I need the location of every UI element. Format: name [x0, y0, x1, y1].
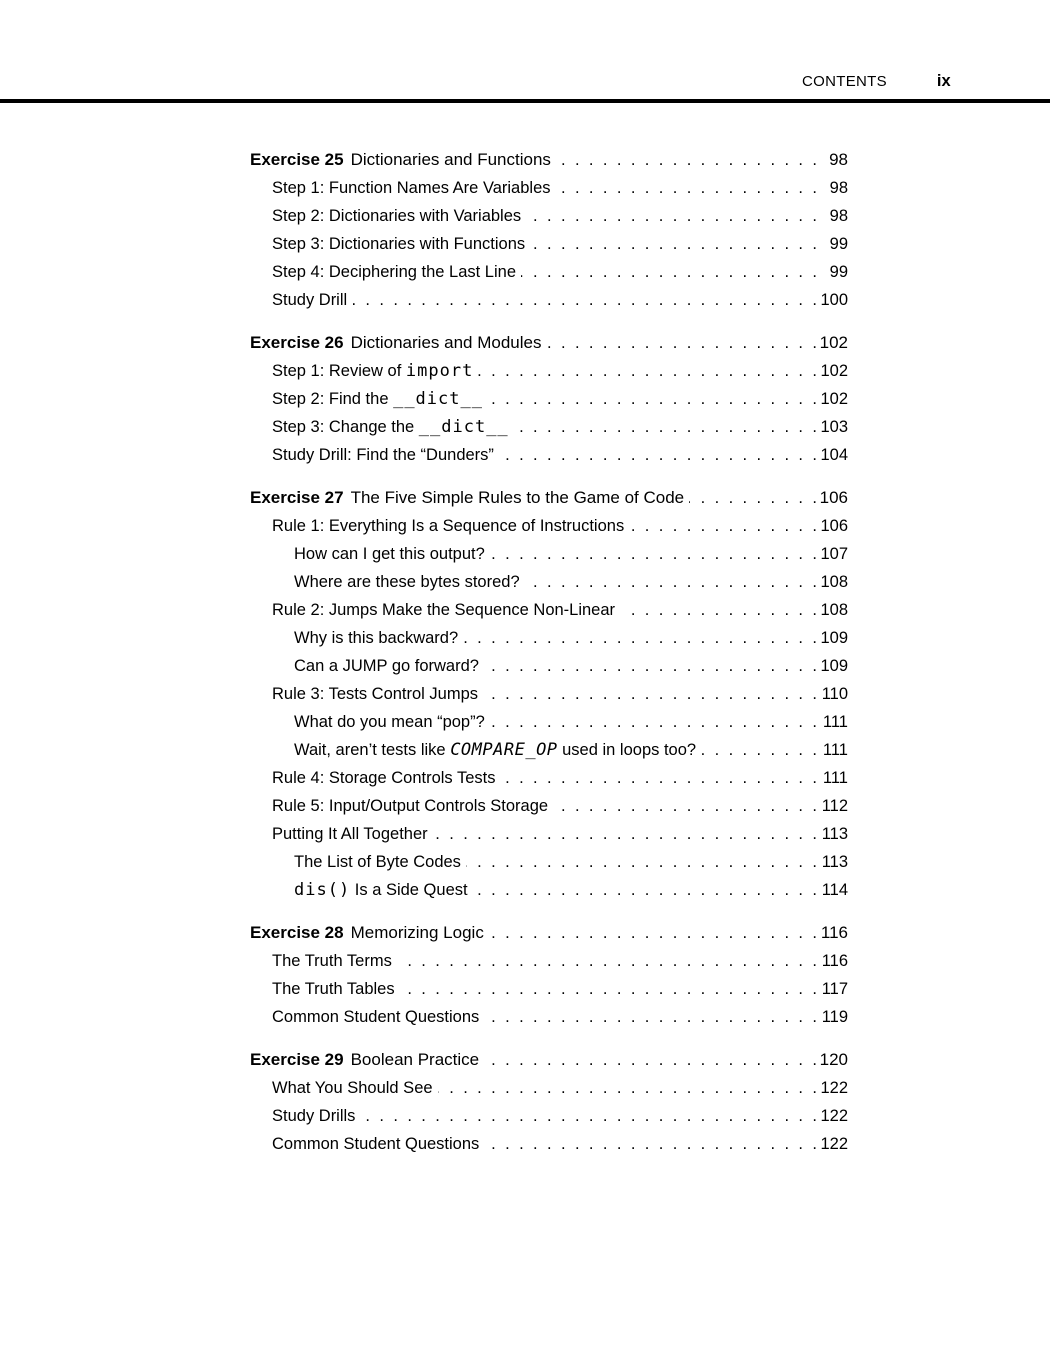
- label-text: Step 1: Function Names Are Variables: [272, 179, 551, 197]
- label-text: Wait, aren’t tests like: [294, 741, 451, 759]
- toc-page-number: 111: [822, 713, 848, 731]
- dot-leader: [500, 764, 817, 792]
- inline-code: import: [405, 361, 474, 381]
- label-text: Rule 5: Input/Output Controls Storage: [272, 797, 549, 815]
- dot-leader-dots: [352, 286, 817, 314]
- dot-leader-dots: [484, 1003, 817, 1031]
- dot-leader: [490, 540, 817, 568]
- toc-page-number: 117: [821, 980, 848, 998]
- toc-page-number: 106: [819, 488, 848, 507]
- label-text: Putting It All Together: [272, 825, 428, 843]
- dot-leader-dots: [689, 484, 817, 512]
- toc-entry-label: [272, 413, 509, 441]
- toc-section: [250, 1046, 848, 1158]
- dot-leader: [553, 792, 817, 820]
- toc-entry-row: [250, 441, 848, 469]
- dot-leader-dots: [629, 512, 817, 540]
- toc-page-number: 98: [829, 150, 848, 169]
- label-text: Where are these bytes stored?: [294, 573, 520, 591]
- toc-entry-row: [250, 947, 848, 975]
- toc-heading-label: [250, 146, 551, 174]
- dot-leader: [620, 596, 817, 624]
- toc-entry-label: [294, 736, 696, 764]
- dot-leader: [490, 708, 817, 736]
- toc-page-number: 104: [820, 446, 848, 464]
- toc-page-number: 116: [820, 923, 848, 942]
- toc-page-number: 102: [820, 390, 848, 408]
- toc-entry-label: [272, 764, 495, 792]
- dot-leader: [556, 146, 817, 174]
- running-head-title: CONTENTS: [802, 73, 887, 90]
- toc: [250, 146, 848, 1158]
- label-text: What do you mean “pop”?: [294, 713, 485, 731]
- label-text: Step 1: Review of: [272, 362, 406, 380]
- toc-entry-label: [272, 230, 525, 258]
- dot-leader-dots: [556, 146, 817, 174]
- toc-entry-label: [294, 848, 461, 876]
- toc-heading-label: [250, 329, 541, 357]
- toc-section: [250, 146, 848, 314]
- label-text: Rule 3: Tests Control Jumps: [272, 685, 479, 703]
- label-text: Rule 1: Everything Is a Sequence of Instructions: [272, 517, 625, 535]
- label-text: Is a Side Quest: [350, 881, 468, 899]
- dot-leader: [484, 1046, 817, 1074]
- toc-page-number: 122: [820, 1079, 848, 1097]
- label-text: The Truth Terms: [272, 952, 392, 970]
- toc-entry-label: [272, 357, 473, 385]
- inline-code: COMPARE_OP: [450, 740, 558, 760]
- dot-leader: [484, 652, 817, 680]
- dot-leader-dots: [490, 540, 817, 568]
- toc-section: [250, 919, 848, 1031]
- toc-page-number: 102: [820, 362, 848, 380]
- toc-entry-row: [250, 975, 848, 1003]
- toc-page-number: 108: [820, 573, 848, 591]
- dot-leader: [352, 286, 817, 314]
- dot-leader: [488, 385, 817, 413]
- dot-leader: [514, 413, 817, 441]
- dot-leader-dots: [400, 975, 817, 1003]
- inline-code: __dict__: [393, 389, 483, 409]
- dot-leader: [629, 512, 817, 540]
- dot-leader-dots: [478, 357, 817, 385]
- toc-entry-row: [250, 1003, 848, 1031]
- exercise-number: Exercise 29: [250, 1050, 344, 1069]
- toc-entry-row: [250, 652, 848, 680]
- toc-entry-row: [250, 1130, 848, 1158]
- toc-page-number: 120: [819, 1050, 848, 1069]
- exercise-number: Exercise 27: [250, 488, 344, 507]
- toc-heading-label: [250, 484, 684, 512]
- dot-leader: [484, 1003, 817, 1031]
- toc-entry-label: [272, 1102, 355, 1130]
- toc-section: [250, 329, 848, 469]
- dot-leader: [525, 568, 817, 596]
- dot-leader-dots: [484, 652, 817, 680]
- toc-entry-row: [250, 624, 848, 652]
- label-text: Common Student Questions: [272, 1008, 480, 1026]
- dot-leader: [473, 876, 817, 904]
- toc-heading-row: [250, 484, 848, 512]
- toc-entry-row: [250, 385, 848, 413]
- dot-leader-dots: [488, 385, 817, 413]
- dot-leader-dots: [433, 820, 817, 848]
- toc-page-number: 116: [821, 952, 848, 970]
- toc-page-number: 102: [819, 333, 848, 352]
- dot-leader: [466, 848, 817, 876]
- toc-entry-label: [294, 540, 485, 568]
- label-text: Step 4: Deciphering the Last Line: [272, 263, 516, 281]
- toc-page-number: 108: [820, 601, 848, 619]
- toc-page-number: 109: [820, 657, 848, 675]
- toc-entry-label: [272, 258, 516, 286]
- toc-entry-row: [250, 202, 848, 230]
- toc-page-number: 119: [821, 1008, 848, 1026]
- dot-leader: [521, 258, 817, 286]
- label-text: Rule 4: Storage Controls Tests: [272, 769, 496, 787]
- dot-leader-dots: [473, 876, 817, 904]
- toc-entry-row: [250, 357, 848, 385]
- label-text: The Truth Tables: [272, 980, 395, 998]
- toc-page-number: 113: [821, 853, 848, 871]
- toc-page-number: 98: [829, 207, 848, 225]
- toc-page-number: 99: [829, 263, 848, 281]
- dot-leader: [478, 357, 817, 385]
- dot-leader-dots: [514, 413, 817, 441]
- label-text: Study Drill: Find the “Dunders”: [272, 446, 494, 464]
- toc-page-number: 109: [820, 629, 848, 647]
- label-text: Dictionaries and Functions: [350, 150, 551, 169]
- label-text: Step 3: Change the: [272, 418, 419, 436]
- dot-leader-dots: [525, 568, 817, 596]
- toc-heading-label: [250, 919, 484, 947]
- dot-leader: [701, 736, 817, 764]
- toc-entry-label: [272, 286, 347, 314]
- toc-entry-row: [250, 1102, 848, 1130]
- exercise-number: Exercise 26: [250, 333, 344, 352]
- toc-page-number: 110: [821, 685, 848, 703]
- toc-heading-row: [250, 1046, 848, 1074]
- dot-leader-dots: [360, 1102, 817, 1130]
- label-text: Common Student Questions: [272, 1135, 480, 1153]
- toc-page-number: 122: [820, 1135, 848, 1153]
- dot-leader: [556, 174, 817, 202]
- toc-page-number: 100: [820, 291, 848, 309]
- label-text: Study Drill: [272, 291, 348, 309]
- inline-code: __dict__: [418, 417, 509, 437]
- toc-entry-row: [250, 596, 848, 624]
- dot-leader-dots: [489, 919, 817, 947]
- toc-page-number: 103: [820, 418, 848, 436]
- toc-entry-label: [272, 975, 395, 1003]
- toc-entry-row: [250, 568, 848, 596]
- label-text: Rule 2: Jumps Make the Sequence Non-Linear: [272, 601, 616, 619]
- toc-page-number: 107: [820, 545, 848, 563]
- dot-leader: [530, 230, 817, 258]
- label-text: The Five Simple Rules to the Game of Code: [350, 488, 685, 507]
- toc-entry-label: [272, 1130, 479, 1158]
- toc-entry-label: [272, 202, 521, 230]
- dot-leader: [438, 1074, 817, 1102]
- dot-leader-dots: [553, 792, 817, 820]
- label-text: Step 2: Dictionaries with Variables: [272, 207, 522, 225]
- dot-leader-dots: [484, 1130, 817, 1158]
- toc-page-number: 114: [821, 881, 848, 899]
- toc-entry-label: [272, 596, 615, 624]
- toc-entry-row: [250, 512, 848, 540]
- toc-entry-row: [250, 876, 848, 904]
- toc-entry-label: [272, 441, 494, 469]
- dot-leader: [433, 820, 817, 848]
- toc-page-number: 122: [820, 1107, 848, 1125]
- dot-leader-dots: [490, 708, 817, 736]
- toc-heading-row: [250, 146, 848, 174]
- inline-code: dis(): [294, 880, 351, 900]
- label-text: Memorizing Logic: [350, 923, 484, 942]
- dot-leader-dots: [438, 1074, 817, 1102]
- dot-leader: [483, 680, 817, 708]
- label-text: Can a JUMP go forward?: [294, 657, 479, 675]
- dot-leader-dots: [521, 258, 817, 286]
- dot-leader: [397, 947, 817, 975]
- toc-entry-row: [250, 413, 848, 441]
- toc-entry-label: [272, 820, 428, 848]
- label-text: Why is this backward?: [294, 629, 459, 647]
- label-text: Step 2: Find the: [272, 390, 394, 408]
- dot-leader: [484, 1130, 817, 1158]
- toc-entry-label: [272, 1074, 433, 1102]
- label-text: The List of Byte Codes: [294, 853, 461, 871]
- toc-section: [250, 484, 848, 904]
- toc-entry-row: [250, 258, 848, 286]
- toc-entry-label: [272, 947, 392, 975]
- toc-entry-label: [272, 680, 478, 708]
- toc-page-number: 99: [829, 235, 848, 253]
- folio-page-number: ix: [936, 72, 951, 90]
- toc-heading-label: [250, 1046, 479, 1074]
- toc-page-number: 106: [820, 517, 848, 535]
- toc-heading-row: [250, 329, 848, 357]
- exercise-number: Exercise 25: [250, 150, 344, 169]
- toc-entry-row: [250, 820, 848, 848]
- toc-entry-label: [272, 1003, 479, 1031]
- toc-entry-label: [272, 174, 551, 202]
- toc-entry-row: [250, 174, 848, 202]
- dot-leader-dots: [499, 441, 817, 469]
- header-rule: [0, 99, 1050, 103]
- toc-entry-label: [272, 512, 624, 540]
- label-text: Step 3: Dictionaries with Functions: [272, 235, 526, 253]
- toc-entry-label: [294, 652, 479, 680]
- dot-leader-dots: [500, 764, 817, 792]
- toc-page-number: 111: [822, 769, 848, 787]
- dot-leader-dots: [546, 329, 817, 357]
- page-header: [802, 73, 951, 90]
- toc-entry-label: [272, 385, 483, 413]
- toc-entry-row: [250, 540, 848, 568]
- dot-leader-dots: [484, 1046, 817, 1074]
- dot-leader-dots: [530, 230, 817, 258]
- dot-leader-dots: [556, 174, 817, 202]
- dot-leader: [463, 624, 817, 652]
- dot-leader: [499, 441, 817, 469]
- dot-leader: [689, 484, 817, 512]
- toc-entry-label: [294, 624, 458, 652]
- toc-entry-row: [250, 230, 848, 258]
- dot-leader-dots: [701, 736, 817, 764]
- toc-entry-label: [294, 876, 468, 904]
- dot-leader: [526, 202, 817, 230]
- toc-entry-row: [250, 848, 848, 876]
- toc-entry-label: [294, 568, 520, 596]
- dot-leader-dots: [463, 624, 817, 652]
- toc-entry-row: [250, 736, 848, 764]
- label-text: What You Should See: [272, 1079, 433, 1097]
- label-text: Boolean Practice: [350, 1050, 480, 1069]
- label-text: used in loops too?: [557, 741, 697, 759]
- dot-leader: [360, 1102, 817, 1130]
- toc-page-number: 113: [821, 825, 848, 843]
- toc-entry-row: [250, 708, 848, 736]
- dot-leader: [400, 975, 817, 1003]
- dot-leader-dots: [620, 596, 817, 624]
- dot-leader-dots: [466, 848, 817, 876]
- toc-entry-label: [272, 792, 548, 820]
- toc-page-number: 112: [821, 797, 848, 815]
- toc-page-number: 111: [822, 741, 848, 759]
- toc-entry-row: [250, 1074, 848, 1102]
- toc-entry-row: [250, 792, 848, 820]
- dot-leader: [546, 329, 817, 357]
- toc-entry-row: [250, 680, 848, 708]
- toc-heading-row: [250, 919, 848, 947]
- toc-entry-label: [294, 708, 485, 736]
- label-text: Dictionaries and Modules: [350, 333, 542, 352]
- dot-leader: [489, 919, 817, 947]
- exercise-number: Exercise 28: [250, 923, 344, 942]
- toc-page-number: 98: [829, 179, 848, 197]
- toc-entry-row: [250, 286, 848, 314]
- dot-leader-dots: [526, 202, 817, 230]
- dot-leader-dots: [397, 947, 817, 975]
- label-text: Study Drills: [272, 1107, 356, 1125]
- toc-entry-row: [250, 764, 848, 792]
- dot-leader-dots: [483, 680, 817, 708]
- label-text: How can I get this output?: [294, 545, 485, 563]
